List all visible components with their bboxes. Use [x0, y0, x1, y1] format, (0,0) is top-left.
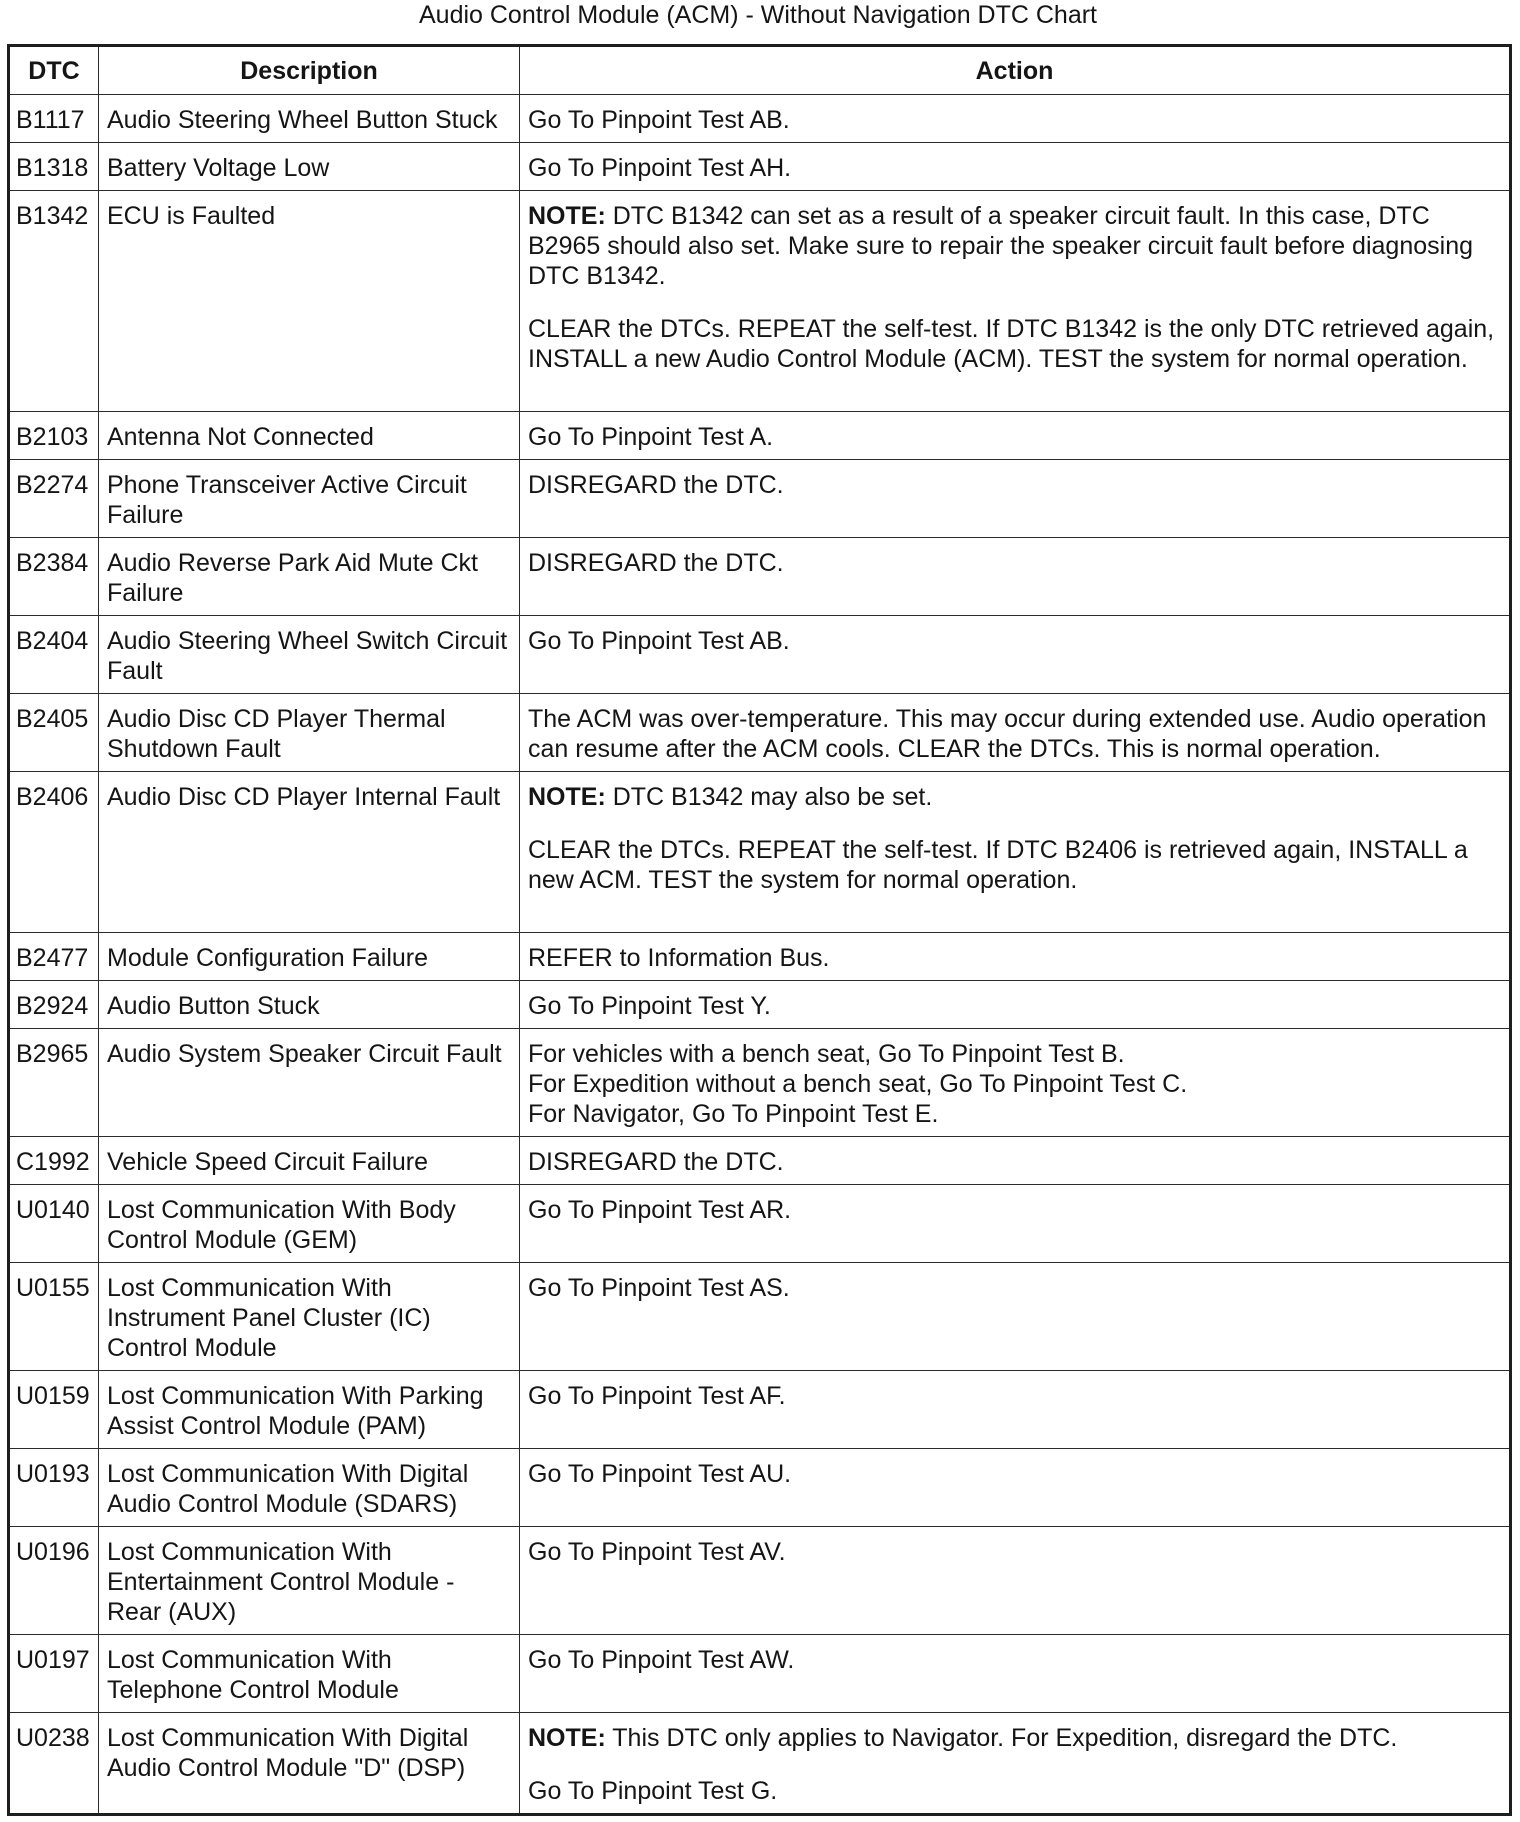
dtc-code: U0193	[16, 1460, 90, 1488]
action-line: Go To Pinpoint Test A.	[528, 423, 774, 451]
note-label: NOTE:	[528, 202, 606, 230]
description-line: Rear (AUX)	[107, 1598, 237, 1626]
description-cell	[99, 538, 520, 616]
description-line: Lost Communication With Digital	[107, 1724, 469, 1752]
action-line	[528, 782, 1503, 812]
dtc-code: B2406	[16, 783, 89, 811]
description-cell	[99, 1263, 520, 1371]
description-line: Entertainment Control Module -	[107, 1568, 455, 1596]
dtc-cell	[9, 1185, 99, 1263]
action-line	[528, 1723, 1503, 1753]
action-cell	[520, 1449, 1511, 1527]
dtc-cell	[9, 1371, 99, 1449]
description-cell	[99, 1635, 520, 1713]
action-line: Go To Pinpoint Test G.	[528, 1777, 778, 1805]
action-cell	[520, 460, 1511, 538]
action-line: Go To Pinpoint Test AF.	[528, 1382, 786, 1410]
action-paragraph	[528, 470, 1503, 500]
dtc-code: B1342	[16, 202, 89, 230]
action-paragraph	[528, 548, 1503, 578]
description-cell	[99, 694, 520, 772]
description-line: Shutdown Fault	[107, 735, 281, 763]
dtc-code: U0140	[16, 1196, 90, 1224]
table-row	[9, 981, 1511, 1029]
description-cell	[99, 1527, 520, 1635]
action-paragraph	[528, 991, 1503, 1021]
description-cell	[99, 1371, 520, 1449]
table-row	[9, 143, 1511, 191]
action-line: The ACM was over-temperature. This may occur during extended use. Audio operation	[528, 705, 1487, 733]
action-cell	[520, 694, 1511, 772]
action-cell	[520, 1137, 1511, 1185]
description-cell	[99, 460, 520, 538]
dtc-cell	[9, 191, 99, 412]
action-cell	[520, 412, 1511, 460]
description-line: Audio Disc CD Player Thermal	[107, 705, 446, 733]
action-line: DTC B1342.	[528, 262, 666, 290]
description-line: Lost Communication With	[107, 1538, 392, 1566]
description-cell	[99, 772, 520, 933]
header-description: Description	[99, 46, 520, 95]
dtc-cell	[9, 1713, 99, 1815]
description-cell	[99, 191, 520, 412]
description-line: Audio Disc CD Player Internal Fault	[107, 783, 501, 811]
description-line: Audio Control Module (SDARS)	[107, 1490, 458, 1518]
dtc-cell	[9, 933, 99, 981]
dtc-code: B2103	[16, 423, 89, 451]
note-text: DTC B1342 may also be set.	[612, 783, 933, 811]
note-paragraph	[528, 1723, 1503, 1753]
table-row	[9, 538, 1511, 616]
description-cell	[99, 1713, 520, 1815]
dtc-code: B1318	[16, 154, 89, 182]
header-action: Action	[520, 46, 1511, 95]
action-line: Go To Pinpoint Test AH.	[528, 154, 792, 182]
action-cell	[520, 1371, 1511, 1449]
dtc-code: U0159	[16, 1382, 90, 1410]
dtc-cell	[9, 1635, 99, 1713]
table-row	[9, 412, 1511, 460]
description-line: Antenna Not Connected	[107, 423, 374, 451]
description-line: Phone Transceiver Active Circuit	[107, 471, 467, 499]
dtc-cell	[9, 694, 99, 772]
action-cell	[520, 1185, 1511, 1263]
description-cell	[99, 143, 520, 191]
action-line: DISREGARD the DTC.	[528, 549, 784, 577]
table-row	[9, 460, 1511, 538]
action-line: B2965 should also set. Make sure to repair the speaker circuit fault before diagnosing	[528, 232, 1473, 260]
table-row	[9, 772, 1511, 933]
action-cell	[520, 1527, 1511, 1635]
action-paragraph	[528, 1776, 1503, 1806]
description-line: Audio Control Module "D" (DSP)	[107, 1754, 466, 1782]
table-row	[9, 1527, 1511, 1635]
table-row	[9, 95, 1511, 143]
description-cell	[99, 933, 520, 981]
description-line: Audio Reverse Park Aid Mute Ckt	[107, 549, 478, 577]
dtc-cell	[9, 981, 99, 1029]
note-paragraph	[528, 201, 1503, 291]
action-cell	[520, 1263, 1511, 1371]
action-line: Go To Pinpoint Test AS.	[528, 1274, 790, 1302]
table-row	[9, 616, 1511, 694]
action-line: CLEAR the DTCs. REPEAT the self-test. If DTC B2406 is retrieved again, INSTALL a	[528, 836, 1468, 864]
action-line: Go To Pinpoint Test AW.	[528, 1646, 795, 1674]
description-cell	[99, 1137, 520, 1185]
action-cell	[520, 981, 1511, 1029]
page-title: Audio Control Module (ACM) - Without Navigation DTC Chart	[418, 1, 1097, 29]
header-dtc: DTC	[9, 46, 99, 95]
action-cell	[520, 772, 1511, 933]
action-paragraph	[528, 1147, 1503, 1177]
table-row	[9, 933, 1511, 981]
description-cell	[99, 1029, 520, 1137]
description-line: Module Configuration Failure	[107, 944, 429, 972]
note-label: NOTE:	[528, 1724, 606, 1752]
action-line: For Navigator, Go To Pinpoint Test E.	[528, 1100, 939, 1128]
dtc-code: B2924	[16, 992, 89, 1020]
description-line: ECU is Faulted	[107, 202, 276, 230]
description-line: Telephone Control Module	[107, 1676, 399, 1704]
action-line: Go To Pinpoint Test Y.	[528, 992, 771, 1020]
dtc-code: U0238	[16, 1724, 90, 1752]
action-line: can resume after the ACM cools. CLEAR the DTCs. This is normal operation.	[528, 735, 1381, 763]
action-paragraph	[528, 1459, 1503, 1489]
dtc-code: B2965	[16, 1040, 89, 1068]
action-line: DISREGARD the DTC.	[528, 471, 784, 499]
description-cell	[99, 412, 520, 460]
description-line: Lost Communication With Parking	[107, 1382, 484, 1410]
action-paragraph	[528, 1273, 1503, 1303]
table-row	[9, 694, 1511, 772]
action-line: For vehicles with a bench seat, Go To Pinpoint Test B.	[528, 1040, 1125, 1068]
action-cell	[520, 95, 1511, 143]
action-line: DISREGARD the DTC.	[528, 1148, 784, 1176]
action-line: INSTALL a new Audio Control Module (ACM). TEST the system for normal operation.	[528, 345, 1468, 373]
table-row	[9, 1635, 1511, 1713]
action-paragraph	[528, 835, 1503, 895]
dtc-cell	[9, 95, 99, 143]
dtc-cell	[9, 1137, 99, 1185]
description-cell	[99, 1449, 520, 1527]
action-cell	[520, 143, 1511, 191]
action-paragraph	[528, 1381, 1503, 1411]
description-line: Vehicle Speed Circuit Failure	[107, 1148, 428, 1176]
dtc-code: U0197	[16, 1646, 90, 1674]
description-line: Battery Voltage Low	[107, 154, 330, 182]
table-row	[9, 1029, 1511, 1137]
table-header	[9, 46, 1511, 95]
action-paragraph	[528, 943, 1503, 973]
header-row	[9, 46, 1511, 95]
dtc-code: B1117	[16, 106, 85, 134]
dtc-code: U0155	[16, 1274, 90, 1302]
dtc-code: B2274	[16, 471, 89, 499]
description-line: Lost Communication With Body	[107, 1196, 456, 1224]
action-paragraph	[528, 1537, 1503, 1567]
action-paragraph	[528, 422, 1503, 452]
action-line: CLEAR the DTCs. REPEAT the self-test. If DTC B1342 is the only DTC retrieved again,	[528, 315, 1495, 343]
note-paragraph	[528, 782, 1503, 812]
description-line: Audio Button Stuck	[107, 992, 320, 1020]
description-line: Instrument Panel Cluster (IC)	[107, 1304, 431, 1332]
action-paragraph	[528, 1039, 1503, 1129]
description-line: Assist Control Module (PAM)	[107, 1412, 427, 1440]
dtc-cell	[9, 460, 99, 538]
table-row	[9, 1713, 1511, 1815]
dtc-cell	[9, 538, 99, 616]
action-cell	[520, 933, 1511, 981]
action-paragraph	[528, 1645, 1503, 1675]
table-row	[9, 191, 1511, 412]
table-row	[9, 1449, 1511, 1527]
action-cell	[520, 538, 1511, 616]
note-text: This DTC only applies to Navigator. For Expedition, disregard the DTC.	[612, 1724, 1398, 1752]
action-line	[528, 201, 1503, 231]
dtc-code: B2477	[16, 944, 89, 972]
description-line: Audio Steering Wheel Button Stuck	[107, 106, 498, 134]
dtc-cell	[9, 143, 99, 191]
action-line: Go To Pinpoint Test AR.	[528, 1196, 792, 1224]
action-paragraph	[528, 704, 1503, 764]
dtc-cell	[9, 1449, 99, 1527]
table-row	[9, 1137, 1511, 1185]
action-paragraph	[528, 314, 1503, 374]
table-row	[9, 1263, 1511, 1371]
action-cell	[520, 616, 1511, 694]
action-paragraph	[528, 153, 1503, 183]
action-line: Go To Pinpoint Test AB.	[528, 627, 790, 655]
description-cell	[99, 616, 520, 694]
dtc-code: C1992	[16, 1148, 90, 1176]
action-line: Go To Pinpoint Test AV.	[528, 1538, 786, 1566]
action-line: For Expedition without a bench seat, Go To Pinpoint Test C.	[528, 1070, 1188, 1098]
description-cell	[99, 981, 520, 1029]
description-line: Control Module	[107, 1334, 277, 1362]
description-line: Control Module (GEM)	[107, 1226, 358, 1254]
dtc-cell	[9, 1527, 99, 1635]
action-cell	[520, 1635, 1511, 1713]
table-body	[9, 95, 1511, 1815]
table-row	[9, 1185, 1511, 1263]
dtc-cell	[9, 1029, 99, 1137]
dtc-code: U0196	[16, 1538, 90, 1566]
description-cell	[99, 95, 520, 143]
note-label: NOTE:	[528, 783, 606, 811]
description-line: Fault	[107, 657, 163, 685]
description-cell	[99, 1185, 520, 1263]
action-line: REFER to Information Bus.	[528, 944, 830, 972]
description-line: Lost Communication With	[107, 1646, 392, 1674]
dtc-cell	[9, 1263, 99, 1371]
description-line: Lost Communication With Digital	[107, 1460, 469, 1488]
action-line: Go To Pinpoint Test AU.	[528, 1460, 792, 1488]
action-paragraph	[528, 105, 1503, 135]
note-text: DTC B1342 can set as a result of a speaker circuit fault. In this case, DTC	[612, 202, 1430, 230]
description-line: Failure	[107, 579, 184, 607]
dtc-chart-table	[7, 44, 1512, 1816]
action-line: new ACM. TEST the system for normal operation.	[528, 866, 1078, 894]
dtc-cell	[9, 616, 99, 694]
dtc-cell	[9, 772, 99, 933]
action-line: Go To Pinpoint Test AB.	[528, 106, 790, 134]
action-cell	[520, 191, 1511, 412]
action-paragraph	[528, 1195, 1503, 1225]
description-line: Audio System Speaker Circuit Fault	[107, 1040, 502, 1068]
dtc-code: B2405	[16, 705, 89, 733]
action-cell	[520, 1713, 1511, 1815]
dtc-code: B2384	[16, 549, 89, 577]
dtc-cell	[9, 412, 99, 460]
action-cell	[520, 1029, 1511, 1137]
dtc-code: B2404	[16, 627, 89, 655]
description-line: Failure	[107, 501, 184, 529]
description-line: Lost Communication With	[107, 1274, 392, 1302]
action-paragraph	[528, 626, 1503, 656]
description-line: Audio Steering Wheel Switch Circuit	[107, 627, 508, 655]
table-row	[9, 1371, 1511, 1449]
